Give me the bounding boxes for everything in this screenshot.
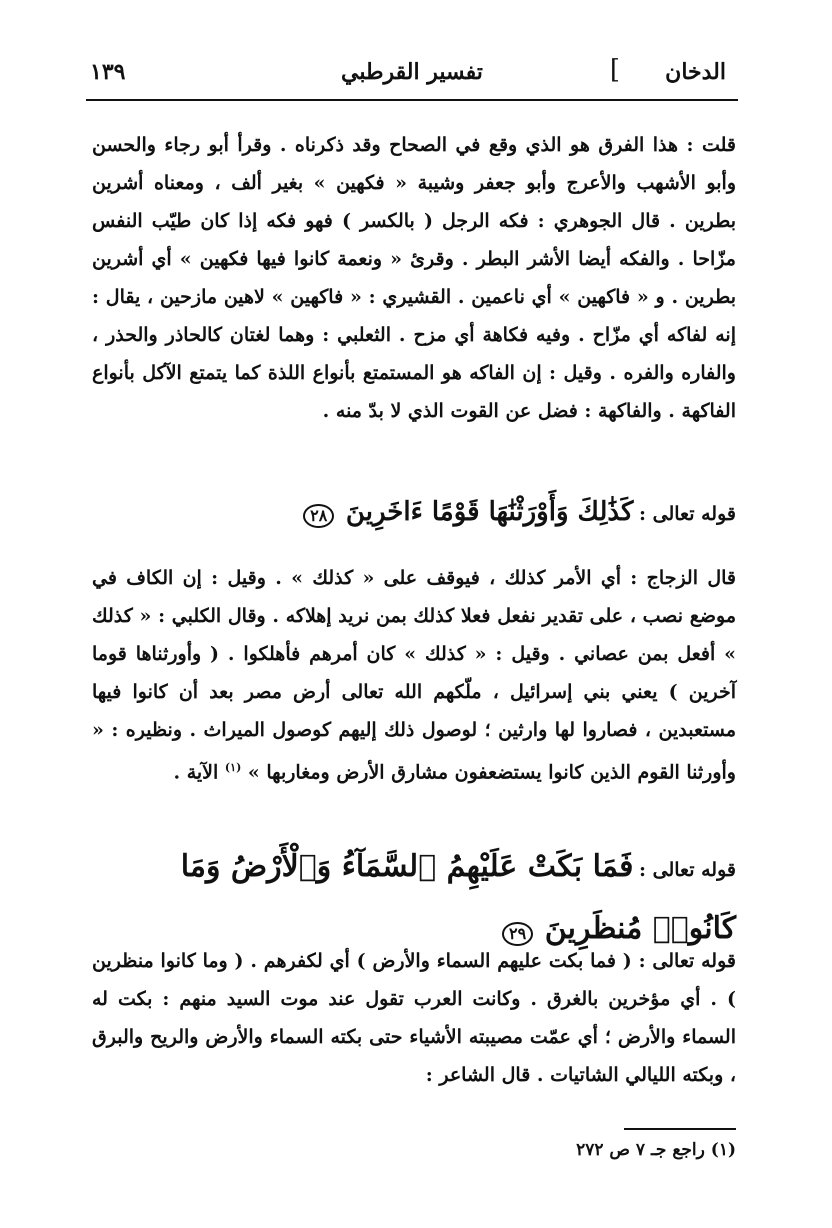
verse-28 bbox=[92, 497, 736, 528]
paragraph-2 bbox=[92, 559, 736, 791]
running-header bbox=[86, 55, 738, 101]
header-book-title: تفسير القرطبي bbox=[341, 59, 483, 85]
verse-intro: قوله تعالى : bbox=[639, 503, 736, 525]
verse-intro: قوله تعالى : bbox=[639, 859, 736, 881]
paragraph-1: قلت : هذا الفرق هو الذي وقع في الصحاح وقد ذكرناه . وقرأ أبو رجاء والحسن وأبو الأشهب والأعرج وأبو جعفر وشيبة « فكهين » بغير ألف ، ومعناه أشرين بطرين . قال الجوهري : فكه الرجل ( بالكسر ) فهو فكه إذا كان طيّب النفس مزّاحا . والفكه أيضا الأشر البطر . وقرئ « ونعمة كانوا فيها فكهين » أي أشرين بطرين . و « فاكهين » أي ناعمين . القشيري : « فاكهين » لاهين مازحين ، يقال : إنه لفاكه أي مزّاح . وفيه فكاهة أي مزح . الثعلبي : وهما لغتان كالحاذر والحذر ، والفاره والفره . وقيل : إن الفاكه هو المستمتع بأنواع اللذة كما يتمتع الآكل بأنواع الفاكهة . والفاكهة : فضل عن القوت الذي لا بدّ منه . bbox=[92, 134, 736, 422]
paragraph-2-text: قال الزجاج : أي الأمر كذلك ، فيوقف على « كذلك » . وقيل : إن الكاف في موضع نصب ، على تقدير نفعل فعلا كذلك بمن نريد إهلاكه . وقال الكلبي : « كذلك » أفعل بمن عصاني . وقيل : « كذلك » كان أمرهم فأهلكوا . ( وأورثناها قوما آخرين ) يعني بني إسرائيل ، ملّكهم الله تعالى أرض مصر بعد أن كانوا فيها مستعبدين ، فصاروا لها وارثين ؛ لوصول ذلك إليهم كوصول الميراث . ونظيره : « وأورثنا القوم الذين كانوا يستضعفون مشارق الأرض ومغاربها » bbox=[92, 567, 736, 784]
footnote: (١) راجع جـ ٧ ص ٢٧٢ bbox=[576, 1140, 736, 1160]
verse-text: كَذَٰلِكَ وَأَوْرَثْنَٰهَا قَوْمًا ءَاخَرِينَ bbox=[345, 497, 634, 527]
footnote-marker: (١) bbox=[224, 761, 242, 774]
header-surah-name: الدخان bbox=[665, 59, 726, 85]
footnote-divider bbox=[624, 1128, 736, 1130]
paragraph-2-tail: الآية . bbox=[173, 761, 219, 784]
header-bracket: ] bbox=[609, 55, 620, 85]
ayah-number-marker: ٢٨ bbox=[303, 504, 334, 528]
page-number: ١٣٩ bbox=[90, 59, 126, 85]
ayah-number-marker: ٢٩ bbox=[502, 922, 533, 946]
verse-text: فَمَا بَكَتْ عَلَيْهِمُ ٱلسَّمَآءُ وَٱلْأَرْضُ وَمَا كَانُوا۟ مُنظَرِينَ bbox=[180, 849, 736, 946]
paragraph-3: قوله تعالى : ( فما بكت عليهم السماء والأرض ) أي لكفرهم . ( وما كانوا منظرين ) . أي مؤخرين بالغرق . وكانت العرب تقول عند موت السيد منهم : بكت له السماء والأرض ؛ أي عمّت مصيبته الأشياء حتى بكته السماء والأرض والريح والبرق ، وبكته الليالي الشاتيات . قال الشاعر : bbox=[92, 950, 736, 1086]
